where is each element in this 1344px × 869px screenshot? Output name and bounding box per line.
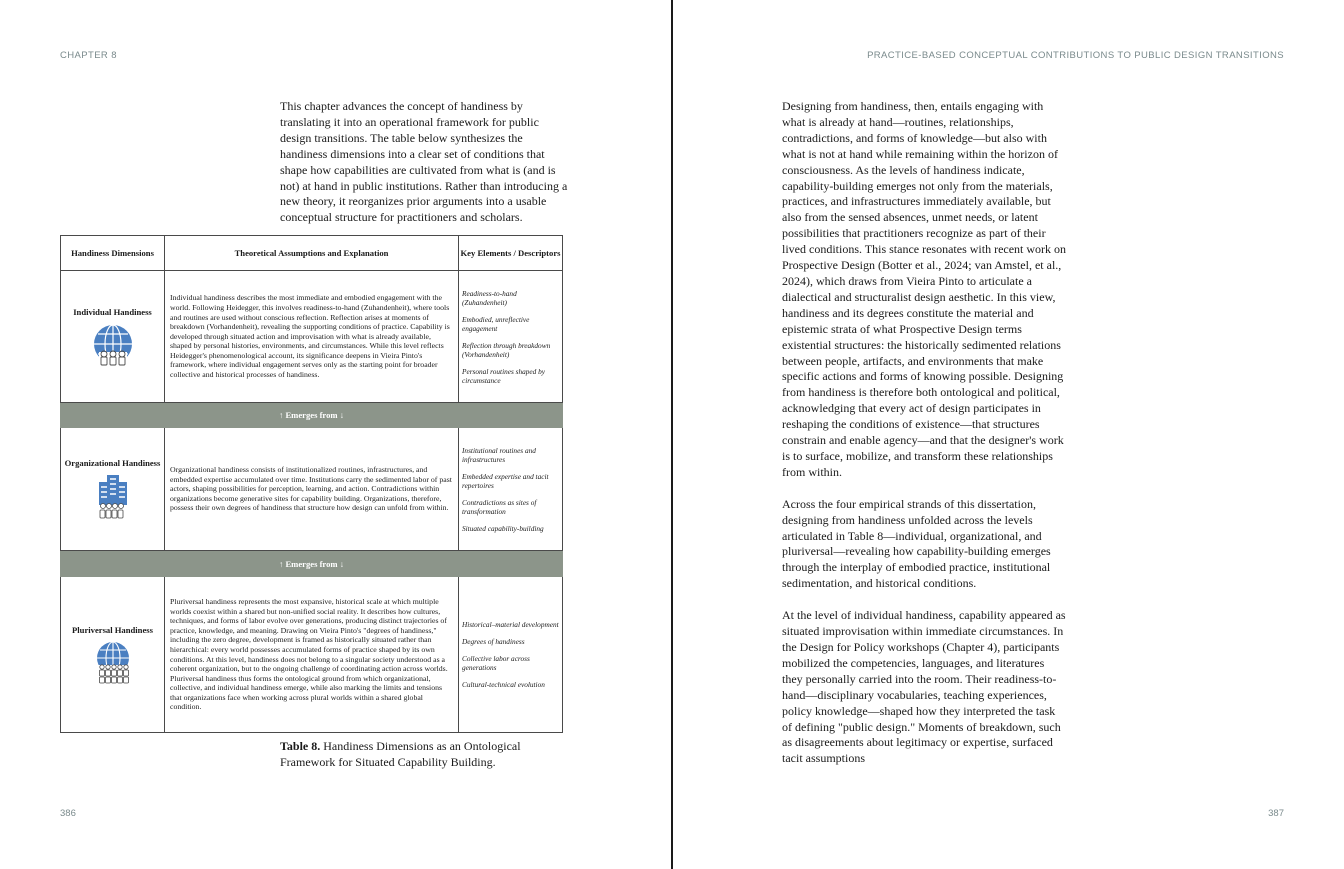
descriptors-cell [459,271,563,403]
dimension-cell [61,428,165,551]
running-head-left: CHAPTER 8 [60,50,117,61]
table-caption [280,738,570,770]
table-row [61,428,563,551]
caption-label: Table 8. [280,739,321,753]
handiness-table [60,235,563,733]
descriptor-item: Situated capability-building [462,523,544,533]
intro-paragraph: This chapter advances the concept of handiness by translating it into an operational framework for public design transitions. The table below synthesizes the handiness dimensions into a clear set of conditions that shape how capabilities are cultivated from what is (and is not) at hand in public institutions. Rather than introducing a new theory, it reorganizes prior arguments into a usable conceptual structure for practitioners and scholars. [280,99,568,225]
descriptor-item: Collective labor across generations [462,654,530,672]
dimension-label: Individual Handiness [73,306,152,317]
descriptors-cell [459,428,563,551]
explanation-cell: Individual handiness describes the most immediate and embodied engagement with the world. Following Heidegger, this involves readiness-to-hand (Zuhandenheit), where tools and routines are used without conscious reflection. Reflection arises at moments of breakdown (Vorhandenheit), revealing the supporting conditions of practice. Capability is developed through situated action and improvisation with what is already available, shaped by personal histories, environments, and circumstances. While this level reflects Heidegger's phenomenological account, its significance deepens in Vieira Pinto's framework, where individual engagement serves only as the starting point for broader collective and historical processes of handiness. [165,271,459,403]
explanation-cell: Pluriversal handiness represents the most expansive, historical scale at which multiple worlds coexist within a shared but non-unified social reality. It describes how cultures, techniques, and forms of labor evolve over generations, producing distinct trajectories of practice, knowledge, and meaning. Drawing on Vieira Pinto's "degrees of handiness," including the zero degree, development is framed as historically situated rather than hierarchical: every world possesses accumulated forms of practice shaped by its own conditions. At this level, handiness does not belong to a singular society understood as a coherent organization, but to the ongoing challenge of coordinating action across worlds. Pluriversal handiness thus forms the ontological ground from which organizational, collective, and individual handiness emerge, while also marking the limits and tensions that organizations face when working across plural worlds within a shared global condition. [165,577,459,733]
explanation-cell: Organizational handiness consists of institutionalized routines, infrastructures, and embedded expertise accumulated over time. Institutions carry the sedimented labor of past actors, shaping possibilities for perception, learning, and action. Contradictions within organizations become generative sites for capability building. Organizations, therefore, possess their own degrees of handiness that structure how design can unfold from within. [165,428,459,551]
descriptor-item: Personal routines shaped by circumstance [462,366,546,385]
table-header-row [61,236,563,271]
body-column [782,99,1067,783]
globe-crowd-icon [96,641,130,685]
descriptor-item: Institutional routines and infrastructures [462,445,536,464]
descriptor-item: Cultural-technical evolution [462,680,545,689]
emerges-band [61,403,563,428]
building-group-icon [96,474,130,520]
descriptor-item: Reflection through breakdown (Vorhandenheit) [462,340,551,359]
page-number-left: 386 [60,808,76,819]
header-dimensions: Handiness Dimensions [61,236,165,271]
body-paragraph: At the level of individual handiness, capability appeared as situated improvisation within immediate circumstances. In the Design for Policy workshops (Chapter 4), participants mobilized the competencies, languages, and literatures they personally carried into the room. Their readiness-to-hand—disciplinary vocabularies, teaching experiences, policy knowledge—shaped how they interpreted the task of defining "public design." Moments of breakdown, such as disagreements about legitimacy or expertise, surfaced tacit assumptions [782,608,1066,766]
table-row [61,577,563,733]
globe-single-figure-icon [92,323,134,367]
descriptor-item: Embedded expertise and tacit repertoires [462,471,549,490]
right-page [673,0,1344,869]
left-page [0,0,671,869]
descriptor-item: Historical–material development [462,620,559,629]
descriptor-item: Degrees of handiness [462,637,525,646]
dimension-label: Pluriversal Handiness [72,624,153,635]
table-row [61,271,563,403]
dimension-cell [61,577,165,733]
emerges-band [61,551,563,577]
body-paragraph: Across the four empirical strands of this dissertation, designing from handiness unfolded across the levels articulated in Table 8—individual, organizational, and pluriversal—revealing how capability-building emerges through the interplay of embodied practice, institutional sedimentation, and historical conditions. [782,496,1051,591]
descriptor-item: Contradictions as sites of transformation [462,497,537,516]
descriptors-cell [459,577,563,733]
emerges-label: ↑ Emerges from ↓ [61,403,563,428]
descriptor-item: Embodied, unreflective engagement [462,314,530,333]
header-elements: Key Elements / Descriptors [459,236,563,271]
emerges-label: ↑ Emerges from ↓ [61,551,563,577]
dimension-label: Organizational Handiness [64,458,161,468]
dimension-cell [61,271,165,403]
header-assumptions: Theoretical Assumptions and Explanation [165,236,459,271]
body-paragraph: Designing from handiness, then, entails engaging with what is already at hand—routines, relationships, contradictions, and forms of knowledge—but also with what is not at hand while remaining within the horizon of consciousness. As the levels of handiness indicate, capability-building emerges not only from the materials, practices, and infrastructures immediately available, but also from the sensed absences, unmet needs, or latent possibilities that practitioners recognize as part of their lived conditions. This stance resonates with recent work on Prospective Design (Botter et al., 2024; van Amstel, et al., 2024), which draws from Vieira Pinto to articulate a dialectical and structuralist design aesthetic. In this view, handiness and its degrees constitute the material and epistemic strata of what Prospective Design terms existential structures: the historically sedimented relations between people, artifacts, and environments that make specific actions and forms of knowing possible. Designing from handiness is therefore both ontological and political, acknowledging that every act of design participates in reshaping the conditions of existence—that structures constrain and enable agency—and that the designer's work is to surface, mobilize, and transform these relationships from within. [782,99,1067,479]
caption-text: Handiness Dimensions as an Ontological Framework for Situated Capability Building. [280,739,521,769]
descriptor-item: Readiness-to-hand (Zuhandenheit) [462,288,517,307]
page-number-right: 387 [1268,808,1284,819]
running-head-right: PRACTICE-BASED CONCEPTUAL CONTRIBUTIONS TO PUBLIC DESIGN TRANSITIONS [867,50,1284,61]
